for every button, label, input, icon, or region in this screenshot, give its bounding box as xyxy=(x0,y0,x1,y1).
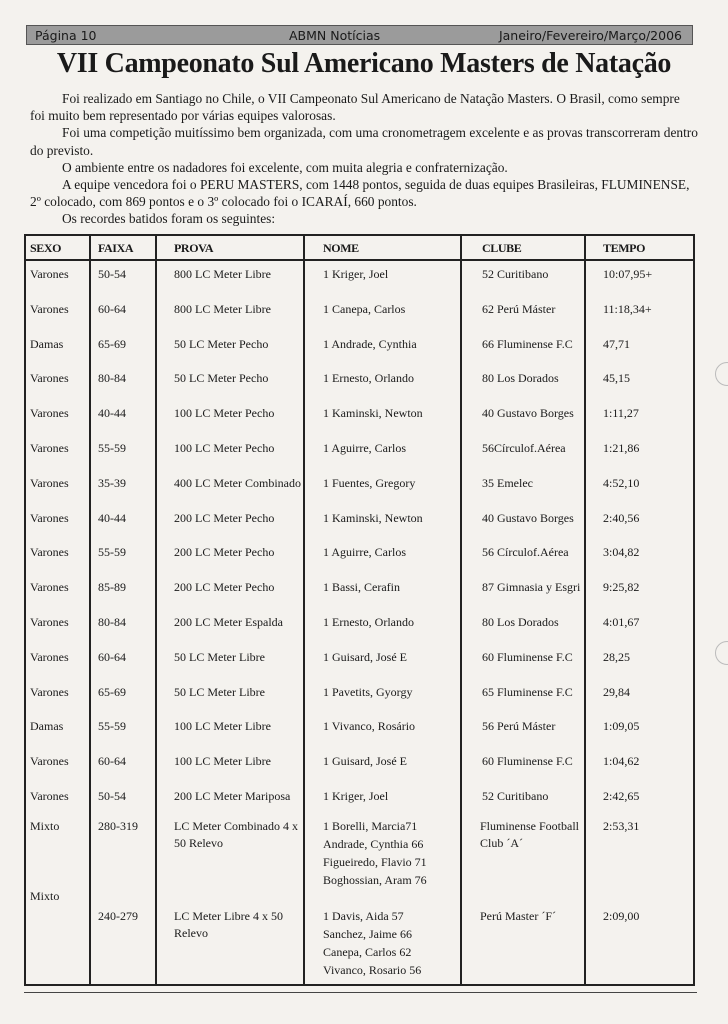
column-header-clube: CLUBE xyxy=(482,241,522,255)
relay-tempo: 2:09,00 xyxy=(603,909,640,923)
cell-faixa: 35-39 xyxy=(98,475,126,490)
column-divider xyxy=(460,236,462,984)
relay-prova: LC Meter Libre 4 x 50 Relevo xyxy=(174,909,283,941)
cell-tempo: 1:09,05 xyxy=(603,719,640,734)
cell-faixa: 55-59 xyxy=(98,441,126,455)
cell-sexo: Varones xyxy=(30,789,69,803)
cell-prova: 100 LC Meter Pecho xyxy=(174,406,275,421)
cell-nome: 1 Aguirre, Carlos xyxy=(323,545,406,560)
cell-sexo: Varones xyxy=(30,301,69,316)
intro-paragraph: O ambiente entre os nadadores foi excelente, com muita alegria e confraternização. xyxy=(62,159,508,175)
cell-sexo: Varones xyxy=(30,441,69,455)
column-divider xyxy=(303,236,305,984)
cell-sexo: Varones xyxy=(30,649,69,664)
binder-hole xyxy=(715,362,728,386)
cell-faixa: 60-64 xyxy=(98,301,126,316)
relay-nome: Sanchez, Jaime 66 xyxy=(323,927,412,941)
cell-nome: 1 Kaminski, Newton xyxy=(323,510,423,525)
relay-nome: Figueiredo, Flavio 71 xyxy=(323,855,427,869)
cell-nome: 1 Kriger, Joel xyxy=(323,267,389,281)
cell-tempo: 1:11,27 xyxy=(603,406,639,421)
header-divider xyxy=(26,259,693,261)
cell-faixa: 60-64 xyxy=(98,649,126,664)
cell-sexo: Varones xyxy=(30,475,69,490)
cell-clube: 60 Fluminense F.C xyxy=(482,649,573,664)
cell-faixa: 85-89 xyxy=(98,580,126,595)
publication-name: ABMN Notícias xyxy=(289,28,381,43)
cell-tempo: 2:40,56 xyxy=(603,510,640,525)
relay-prova: LC Meter Combinado 4 x 50 Relevo xyxy=(174,819,298,851)
cell-faixa: 60-64 xyxy=(98,754,126,769)
cell-sexo: Varones xyxy=(30,371,69,386)
cell-prova: 200 LC Meter Mariposa xyxy=(174,789,291,803)
relay-nome: 1 Davis, Aida 57 xyxy=(323,909,404,923)
cell-tempo: 1:04,62 xyxy=(603,754,640,769)
intro-paragraph: A equipe vencedora foi o PERU MASTERS, com 1448 pontos, seguida de duas equipes Brasileiras, FLUMINENSE, 2º colocado, com 869 pontos e o 3º colocado foi o ICARAÍ, 660 pontos. xyxy=(30,177,690,210)
column-header-faixa: FAIXA xyxy=(98,241,134,255)
cell-nome: 1 Ernesto, Orlando xyxy=(323,371,414,386)
cell-nome: 1 Kaminski, Newton xyxy=(323,406,423,421)
cell-prova: 800 LC Meter Libre xyxy=(174,267,271,281)
cell-tempo: 11:18,34+ xyxy=(603,301,652,316)
cell-faixa: 80-84 xyxy=(98,371,126,386)
cell-nome: 1 Canepa, Carlos xyxy=(323,301,406,316)
cell-sexo: Varones xyxy=(30,684,69,699)
cell-nome: 1 Aguirre, Carlos xyxy=(323,441,406,455)
cell-nome: 1 Andrade, Cynthia xyxy=(323,336,417,351)
binder-hole xyxy=(715,641,728,665)
relay-clube: Perú Master ´F´ xyxy=(480,909,556,923)
cell-prova: 800 LC Meter Libre xyxy=(174,301,271,316)
relay-nome: Vivanco, Rosario 56 xyxy=(323,963,422,977)
intro-text xyxy=(30,90,698,228)
cell-faixa: 80-84 xyxy=(98,615,126,629)
cell-faixa: 50-54 xyxy=(98,267,126,281)
cell-nome: 1 Pavetits, Gyorgy xyxy=(323,684,413,699)
cell-faixa: 65-69 xyxy=(98,336,126,351)
intro-paragraph: Os recordes batidos foram os seguintes: xyxy=(62,211,276,227)
cell-nome: 1 Bassi, Cerafin xyxy=(323,580,400,595)
cell-prova: 100 LC Meter Libre xyxy=(174,719,271,734)
cell-clube: 35 Emelec xyxy=(482,475,533,490)
cell-clube: 52 Curitibano xyxy=(482,267,549,281)
issue-date: Janeiro/Fevereiro/Março/2006 xyxy=(498,28,682,43)
cell-clube: 80 Los Dorados xyxy=(482,615,559,629)
column-header-sexo: SEXO xyxy=(30,241,62,255)
relay-nome: 1 Borelli, Marcia71 xyxy=(323,819,418,833)
cell-prova: 400 LC Meter Combinado xyxy=(174,475,301,490)
column-header-nome: NOME xyxy=(323,241,359,255)
cell-tempo: 4:01,67 xyxy=(603,615,640,629)
column-divider xyxy=(584,236,586,984)
cell-clube: 65 Fluminense F.C xyxy=(482,684,573,699)
cell-prova: 200 LC Meter Espalda xyxy=(174,615,283,629)
cell-clube: 56 Perú Máster xyxy=(482,719,556,734)
cell-faixa: 55-59 xyxy=(98,719,126,734)
bottom-rule xyxy=(24,992,697,993)
cell-tempo: 45,15 xyxy=(603,371,630,386)
cell-clube: 40 Gustavo Borges xyxy=(482,510,574,525)
cell-clube: 52 Curitibano xyxy=(482,789,549,803)
cell-sexo: Varones xyxy=(30,754,69,769)
cell-tempo: 47,71 xyxy=(603,336,630,351)
cell-tempo: 10:07,95+ xyxy=(603,267,653,281)
cell-clube: 56 Círculof.Aérea xyxy=(482,545,569,560)
cell-faixa: 50-54 xyxy=(98,789,126,803)
cell-faixa: 55-59 xyxy=(98,545,126,560)
column-header-tempo: TEMPO xyxy=(603,241,645,255)
cell-tempo: 3:04,82 xyxy=(603,545,640,560)
intro-paragraph: Foi realizado em Santiago no Chile, o VII Campeonato Sul Americano de Natação Masters. O Brasil, como sempre foi muito bem representado por várias equipes valorosas. xyxy=(30,91,680,124)
relay-tempo: 2:53,31 xyxy=(603,819,640,833)
relay-clube: Fluminense Football Club ´A´ xyxy=(480,819,579,851)
records-table xyxy=(24,234,695,986)
relay-sexo: Mixto xyxy=(30,889,60,903)
cell-nome: 1 Guisard, José E xyxy=(323,649,407,664)
cell-nome: 1 Fuentes, Gregory xyxy=(323,475,416,490)
cell-nome: 1 Guisard, José E xyxy=(323,754,407,769)
relay-nome: Boghossian, Aram 76 xyxy=(323,873,427,887)
relay-nome: Canepa, Carlos 62 xyxy=(323,945,412,959)
column-divider xyxy=(89,236,91,984)
cell-prova: 100 LC Meter Pecho xyxy=(174,441,275,455)
cell-clube: 56Círculof.Aérea xyxy=(482,441,566,455)
intro-paragraph: Foi uma competição muitíssimo bem organizada, com uma cronometragem excelente e as provas transcorreram dentro do previsto. xyxy=(30,125,698,158)
cell-prova: 200 LC Meter Pecho xyxy=(174,580,275,595)
cell-clube: 80 Los Dorados xyxy=(482,371,559,386)
cell-prova: 50 LC Meter Libre xyxy=(174,684,265,699)
cell-tempo: 29,84 xyxy=(603,684,630,699)
cell-prova: 100 LC Meter Libre xyxy=(174,754,271,769)
cell-tempo: 1:21,86 xyxy=(603,441,640,455)
cell-sexo: Varones xyxy=(30,580,69,595)
cell-sexo: Varones xyxy=(30,545,69,560)
cell-sexo: Damas xyxy=(30,336,64,351)
relay-sexo: Mixto xyxy=(30,819,60,833)
cell-prova: 200 LC Meter Pecho xyxy=(174,510,275,525)
cell-nome: 1 Kriger, Joel xyxy=(323,789,389,803)
relay-faixa: 240-279 xyxy=(98,909,138,923)
cell-faixa: 65-69 xyxy=(98,684,126,699)
cell-clube: 62 Perú Máster xyxy=(482,301,556,316)
article-title: VII Campeonato Sul Americano Masters de Natação xyxy=(56,48,672,79)
cell-clube: 40 Gustavo Borges xyxy=(482,406,574,421)
cell-clube: 87 Gimnasia y Esgri xyxy=(482,580,581,595)
page-number: Página 10 xyxy=(35,28,97,43)
relay-nome: Andrade, Cynthia 66 xyxy=(323,837,424,851)
cell-faixa: 40-44 xyxy=(98,510,126,525)
column-divider xyxy=(155,236,157,984)
cell-tempo: 28,25 xyxy=(603,649,630,664)
cell-prova: 50 LC Meter Pecho xyxy=(174,371,269,386)
cell-nome: 1 Vivanco, Rosário xyxy=(323,719,416,734)
cell-sexo: Varones xyxy=(30,406,69,421)
cell-tempo: 9:25,82 xyxy=(603,580,640,595)
cell-tempo: 4:52,10 xyxy=(603,475,640,490)
cell-nome: 1 Ernesto, Orlando xyxy=(323,615,414,629)
cell-clube: 60 Fluminense F.C xyxy=(482,754,573,769)
cell-prova: 50 LC Meter Libre xyxy=(174,649,265,664)
cell-faixa: 40-44 xyxy=(98,406,126,421)
cell-prova: 200 LC Meter Pecho xyxy=(174,545,275,560)
cell-clube: 66 Fluminense F.C xyxy=(482,336,573,351)
cell-sexo: Varones xyxy=(30,510,69,525)
cell-sexo: Varones xyxy=(30,267,69,281)
cell-tempo: 2:42,65 xyxy=(603,789,640,803)
cell-prova: 50 LC Meter Pecho xyxy=(174,336,269,351)
page-header xyxy=(26,25,693,45)
column-header-prova: PROVA xyxy=(174,241,214,255)
cell-sexo: Damas xyxy=(30,719,64,734)
cell-sexo: Varones xyxy=(30,615,69,629)
relay-faixa: 280-319 xyxy=(98,819,138,833)
